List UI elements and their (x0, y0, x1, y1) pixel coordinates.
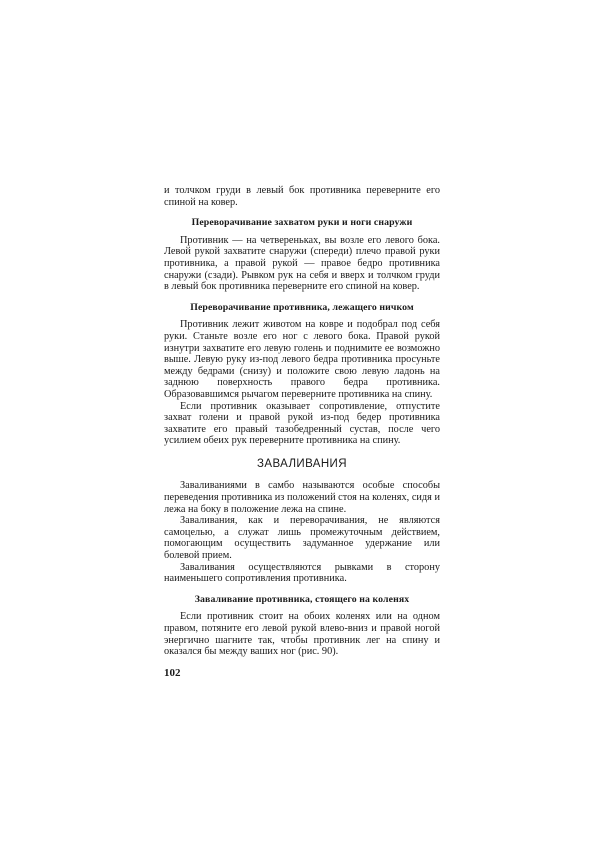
section-heading-arm-leg: Переворачивание захватом руки и ноги снаружи (191, 217, 413, 229)
page-text-block (164, 185, 440, 679)
page-number: 102 (164, 666, 181, 679)
section-heading-kneeling: Заваливание противника, стоящего на коленях (194, 593, 410, 605)
paragraph: Заваливаниями в самбо называются особые способы переведения противника из положений стоя на коленях, сидя и лежа на боку в положение лежа на спине. (164, 480, 440, 515)
paragraph: Если противник стоит на обоих коленях или на одном правом, потяните его левой рукой влево-вниз и правой ногой энергично шагните так, чтобы противник лег на спину и оказался бы между ваших ног (рис. 90). (164, 611, 440, 658)
paragraph: Заваливания осуществляются рывками в сторону наименьшего сопротивления противника. (164, 561, 440, 585)
paragraph: Противник — на четвереньках, вы возле его левого бока. Левой рукой захватите снаружи (спереди) плечо правой руки противника, а правой рукой — правое бедро противника снаружи (сзади). Рывком рук на себя и вверх и толчком груди в левый бок противника переверните его спиной на ковер. (164, 234, 440, 293)
paragraph: Если противник оказывает сопротивление, отпустите захват голени и правой рукой из-под бедер противника захватите его правый тазобедренный сустав, после чего усилием обеих рук переверните противника на спину. (164, 400, 440, 447)
paragraph: Заваливания, как и переворачивания, не являются самоцелью, а служат лишь промежуточным действием, помогающим осуществить задуманное удержание или болевой прием. (164, 515, 440, 562)
section-heading-prone: Переворачивание противника, лежащего ничком (190, 301, 414, 313)
intro-paragraph: и толчком груди в левый бок противника переверните его спиной на ковер. (164, 185, 440, 208)
paragraph: Противник лежит животом на ковре и подобрал под себя руки. Станьте возле его ног с левого бока. Правой рукой изнутри захватите его левую голень и поднимите ее возможно выше. Левую руку из-под левого бедра противника просуньте между бедрами (снизу) и положите свою левую ладонь на заднюю поверхность правого бедра противника. Образовавшимся рычагом переверните противника на спину. (164, 319, 440, 400)
chapter-title: ЗАВАЛИВАНИЯ (257, 457, 347, 470)
